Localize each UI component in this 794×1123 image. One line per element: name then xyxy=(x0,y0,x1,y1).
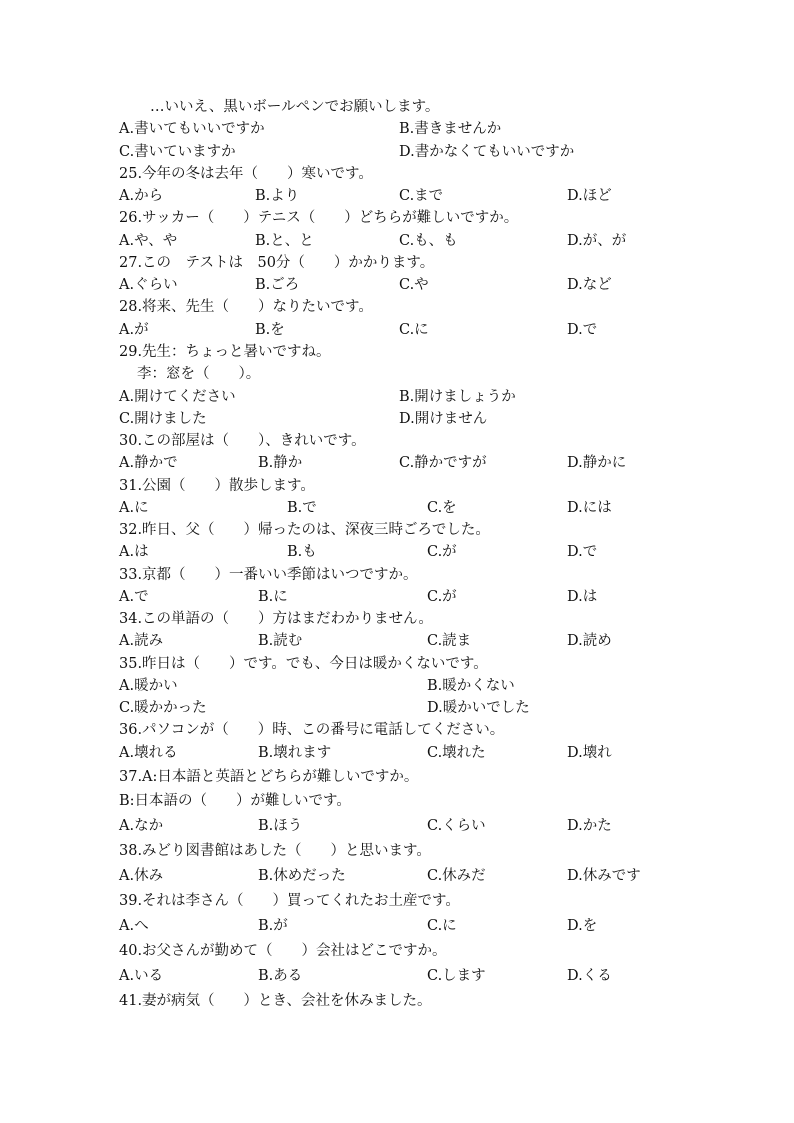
question-39: 39.それは李さん（ ）買ってくれたお土産です。 xyxy=(119,893,460,909)
q28-option-d: D.で xyxy=(567,322,598,338)
q35-option-d: D.暖かいでした xyxy=(427,700,530,716)
q39-option-c: C.に xyxy=(427,918,457,934)
q36-option-d: D.壊れ xyxy=(567,745,612,761)
q39-option-a: A.へ xyxy=(119,918,149,934)
q39-option-b: B.が xyxy=(258,918,288,934)
q36-option-a: A.壊れる xyxy=(119,745,178,761)
q33-option-c: C.が xyxy=(427,589,457,605)
q24-option-a: A.書いてもいいですか xyxy=(119,121,265,137)
question-35: 35.昨日は（ ）です。でも、今日は暖かくないです。 xyxy=(119,656,488,672)
q28-option-a: A.が xyxy=(119,322,149,338)
question-37-line-2: B:日本語の（ ）が難しいです。 xyxy=(119,793,351,809)
q28-option-c: C.に xyxy=(399,322,429,338)
question-36: 36.パソコンが（ ）時、この番号に電話してください。 xyxy=(119,722,505,738)
question-26: 26.サッカー（ ）テニス（ ）どちらが難しいですか。 xyxy=(119,210,519,226)
q24-option-b: B.書きませんか xyxy=(399,121,502,137)
q31-option-c: C.を xyxy=(427,500,457,516)
question-29: 29.先生：ちょっと暑いですね。 xyxy=(119,344,331,360)
q35-option-a: A.暖かい xyxy=(119,678,178,694)
q34-option-a: A.読み xyxy=(119,633,164,649)
question-28: 28.将来、先生（ ）なりたいです。 xyxy=(119,299,373,315)
question-25: 25.今年の冬は去年（ ）寒いです。 xyxy=(119,166,373,182)
q32-option-b: B.も xyxy=(287,544,317,560)
q26-option-c: C.も、も xyxy=(399,233,458,249)
question-30: 30.この部屋は（ ）、きれいです。 xyxy=(119,433,366,449)
q29-option-d: D.開けません xyxy=(399,411,488,427)
question-31: 31.公園（ ）散歩します。 xyxy=(119,478,315,494)
q38-option-c: C.休みだ xyxy=(427,868,486,884)
question-37: 37.A:日本語と英語とどちらが難しいですか。 xyxy=(119,769,419,785)
q31-option-b: B.で xyxy=(287,500,317,516)
q37-option-b: B.ほう xyxy=(258,818,303,834)
q32-option-a: A.は xyxy=(119,544,149,560)
q37-option-d: D.かた xyxy=(567,818,612,834)
q39-option-d: D.を xyxy=(567,918,598,934)
question-33: 33.京都（ ）一番いい季節はいつですか。 xyxy=(119,567,418,583)
q32-option-d: D.で xyxy=(567,544,598,560)
q33-option-b: B.に xyxy=(258,589,288,605)
q35-option-b: B.暖かくない xyxy=(427,678,515,694)
q31-option-d: D.には xyxy=(567,500,612,516)
question-27: 27.この テストは 50分（ ）かかります。 xyxy=(119,255,435,271)
q40-option-a: A.いる xyxy=(119,968,164,984)
q40-option-b: B.ある xyxy=(258,968,303,984)
q26-option-d: D.が、が xyxy=(567,233,627,249)
intro-line: …いいえ、黒いボールペンでお願いします。 xyxy=(150,99,440,115)
q26-option-a: A.や、や xyxy=(119,233,178,249)
q38-option-a: A.休み xyxy=(119,868,164,884)
q32-option-c: C.が xyxy=(427,544,457,560)
question-40: 40.お父さんが勤めて（ ）会社はどこですか。 xyxy=(119,943,447,959)
q25-option-b: B.より xyxy=(255,188,300,204)
q30-option-b: B.静か xyxy=(258,455,303,471)
q30-option-d: D.静かに xyxy=(567,455,627,471)
question-41: 41.妻が病気（ ）とき、会社を休みました。 xyxy=(119,993,432,1009)
q37-option-c: C.くらい xyxy=(427,818,486,834)
q33-option-d: D.は xyxy=(567,589,598,605)
q24-option-c: C.書いていますか xyxy=(119,144,236,160)
q29-option-b: B.開けましょうか xyxy=(399,389,516,405)
q31-option-a: A.に xyxy=(119,500,149,516)
q30-option-a: A.静かで xyxy=(119,455,178,471)
q24-option-d: D.書かなくてもいいですか xyxy=(399,144,575,160)
q25-option-c: C.まで xyxy=(399,188,444,204)
q27-option-a: A.ぐらい xyxy=(119,277,178,293)
q27-option-c: C.や xyxy=(399,277,429,293)
q38-option-b: B.休めだった xyxy=(258,868,346,884)
q30-option-c: C.静かですが xyxy=(399,455,487,471)
question-32: 32.昨日、父（ ）帰ったのは、深夜三時ごろでした。 xyxy=(119,522,490,538)
q36-option-c: C.壊れた xyxy=(427,745,486,761)
q27-option-d: D.など xyxy=(567,277,612,293)
q38-option-d: D.休みです xyxy=(567,868,641,884)
q37-option-a: A.なか xyxy=(119,818,164,834)
q26-option-b: B.と、と xyxy=(255,233,314,249)
q27-option-b: B.ごろ xyxy=(255,277,300,293)
q34-option-b: B.読む xyxy=(258,633,303,649)
q25-option-a: A.から xyxy=(119,188,164,204)
q28-option-b: B.を xyxy=(255,322,285,338)
q40-option-d: D.くる xyxy=(567,968,612,984)
q40-option-c: C.します xyxy=(427,968,486,984)
q36-option-b: B.壊れます xyxy=(258,745,332,761)
q34-option-c: C.読ま xyxy=(427,633,472,649)
q34-option-d: D.読め xyxy=(567,633,612,649)
q29-option-a: A.開けてください xyxy=(119,389,236,405)
q29-option-c: C.開けました xyxy=(119,411,207,427)
q33-option-a: A.で xyxy=(119,589,149,605)
question-29-line-2: 李：窓を（ ）。 xyxy=(137,366,261,382)
q35-option-c: C.暖かかった xyxy=(119,700,207,716)
q25-option-d: D.ほど xyxy=(567,188,612,204)
question-38: 38.みどり図書館はあした（ ）と思います。 xyxy=(119,843,431,859)
question-34: 34.この単語の（ ）方はまだわかりません。 xyxy=(119,611,433,627)
